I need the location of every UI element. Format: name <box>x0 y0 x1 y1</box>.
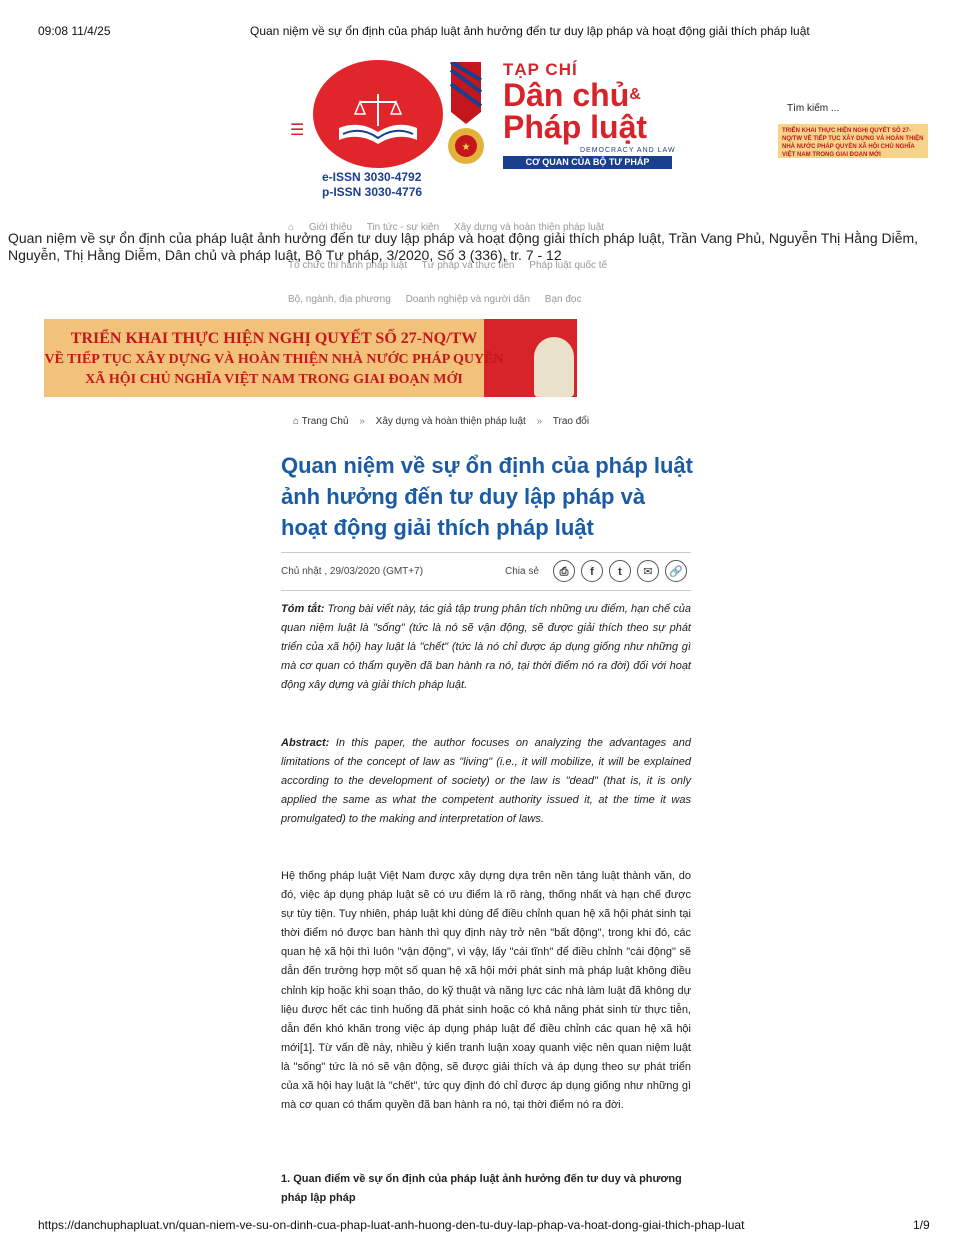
print-page-title: Quan niệm về sự ổn định của pháp luật ảnh hưởng đến tư duy lập pháp và hoạt động giải thích pháp luật <box>250 24 810 38</box>
breadcrumb-sep: » <box>359 416 365 427</box>
twitter-icon[interactable]: t <box>609 560 631 582</box>
nav-item[interactable]: Doanh nghiệp và người dân <box>405 294 531 305</box>
medal-icon <box>447 62 485 172</box>
nav-item[interactable]: Bạn đọc <box>544 294 582 305</box>
nav-item[interactable]: Bộ, ngành, địa phương <box>288 294 391 305</box>
print-url: https://danchuphapluat.vn/quan-niem-ve-su-on-dinh-cua-phap-luat-anh-huong-den-tu-duy-lap-phap-va-hoat-dong-giai-thich-phap-luat <box>38 1218 745 1232</box>
masthead-line2: Pháp luật <box>503 109 648 145</box>
masthead-line1: Dân chủ& <box>503 77 641 113</box>
article-date: Chủ nhật , 29/03/2020 (GMT+7) <box>281 566 424 577</box>
abstract: Abstract: In this paper, the author focuses on analyzing the advantages and limitations of the concept of law as "living" (i.e., it will mobilize, it will be explained according to the development of society) or the law is "dead" (that is, it is only applied the same as what the competent authority issued it, at the time it was promulgated) to the making and interpretation of laws. <box>281 737 692 826</box>
print-page-number: 1/9 <box>913 1218 930 1232</box>
print-datetime: 09:08 11/4/25 <box>38 24 111 38</box>
breadcrumb-category[interactable]: Xây dựng và hoàn thiện pháp luật <box>375 416 526 427</box>
journal-logo[interactable] <box>313 60 443 168</box>
scales-book-icon <box>335 90 421 146</box>
print-icon[interactable]: ⎙ <box>553 560 575 582</box>
nav-item[interactable]: Tổ chức thi hành pháp luật <box>288 260 407 271</box>
resolution-banner[interactable] <box>44 319 577 397</box>
nav-item[interactable]: Pháp luật quốc tế <box>529 260 608 271</box>
nav-item[interactable]: Giới thiệu <box>308 222 353 233</box>
summary: Tóm tắt: Trong bài viết này, tác giả tập trung phân tích những ưu điểm, hạn chế của quan niệm luật là "sống" (tức là nó sẽ vận động, sẽ được giải thích theo sự phát triển của xã hội) hay luật là "chết" (tức là nó chỉ được áp dụng giống như những gì mà cơ quan có thẩm quyền đã ban hành ra nó, tại thời điểm nó ra đời) đối với hoạt động xây dựng và giải thích pháp luật. <box>281 603 691 692</box>
menu-icon[interactable]: ☰ <box>290 122 305 139</box>
search-input[interactable]: Tìm kiếm ... <box>787 103 840 114</box>
eissn: e-ISSN 3030-4792 <box>322 170 422 184</box>
nav-item[interactable]: Tư pháp và thực tiễn <box>421 260 515 271</box>
svg-text:★: ★ <box>461 142 471 153</box>
masthead-subtitle: DEMOCRACY AND LAW <box>580 147 676 154</box>
nav-item[interactable]: Xây dựng và hoàn thiện pháp luật <box>453 222 605 233</box>
portrait <box>534 337 574 397</box>
nav-item[interactable]: Tin tức - sự kiện <box>366 222 440 233</box>
home-icon[interactable]: ⌂ <box>288 222 295 233</box>
citation: Quan niệm về sự ổn định của pháp luật ảnh hưởng đến tư duy lập pháp và hoạt động giải thích pháp luật, Trần Vang Phủ, Nguyễn Thị Hằng Diễm, Nguyễn, Thị Hằng Diễm, Dân chủ và pháp luật, Bộ Tư pháp, 3/2020, Số 3 (336), tr. 7 - 12 <box>8 230 919 263</box>
home-icon[interactable]: ⌂ <box>293 416 300 427</box>
breadcrumb-subcategory[interactable]: Trao đổi <box>552 416 590 427</box>
nav-row-3 <box>288 294 594 305</box>
banner-line3: XÃ HỘI CHỦ NGHĨA VIỆT NAM TRONG GIAI ĐOẠN MỚI <box>85 372 463 387</box>
divider <box>281 552 691 553</box>
share-label: Chia sẻ <box>505 566 539 577</box>
email-icon[interactable]: ✉ <box>637 560 659 582</box>
breadcrumb-home[interactable]: Trang Chủ <box>301 416 349 427</box>
facebook-icon[interactable]: f <box>581 560 603 582</box>
masthead-top: TẠP CHÍ <box>503 60 578 79</box>
divider <box>281 590 691 591</box>
masthead-bar: CƠ QUAN CỦA BỘ TƯ PHÁP <box>503 156 672 169</box>
link-icon[interactable]: 🔗 <box>665 560 687 582</box>
section-heading: 1. Quan điểm về sự ổn định của pháp luật ảnh hưởng đến tư duy và phương pháp lập pháp <box>281 1173 682 1205</box>
breadcrumb-sep: » <box>536 416 543 427</box>
banner-line1: TRIỂN KHAI THỰC HIỆN NGHỊ QUYẾT SỐ 27-NQ/TW <box>70 330 478 347</box>
article-title: Quan niệm về sự ổn định của pháp luật ảnh hưởng đến tư duy lập pháp và hoạt động giải thích pháp luật <box>281 453 693 540</box>
breadcrumb <box>293 416 589 427</box>
body-paragraph: Hệ thống pháp luật Việt Nam được xây dựng dựa trên nền tảng luật thành văn, do đó, việc áp dụng pháp luật sẽ có ưu điểm là rõ ràng, thống nhất và hạn chế được sự tùy tiện. Tuy nhiên, pháp luật khi dùng để điều chỉnh quan hệ xã hội phát sinh tại thời điểm nó được ban hành thì quy định này trở nên "bất động", trong khi đó, các quan hệ xã hội thì luôn "vận động", vì vậy, lấy "cái tĩnh" để điều chỉnh "cái động" sẽ dẫn đến trường hợp một số quan hệ xã hội mới phát sinh mà pháp luật không điều chỉnh kịp hoặc khi soạn thảo, do kỹ thuật và năng lực các nhà làm luật đã không dự liệu được hết các tình huống đã phát sinh hoặc có khả năng phát sinh từ thực tiễn, dẫn đến khó khăn trong việc áp dụng pháp luật để điều chỉnh các quan hệ xã hội mới[1]. Từ vấn đề này, nhiều ý kiến tranh luận xoay quanh việc nên quan niệm luật là "sống" tức là nó sẽ vận động, sẽ được giải thích và áp dụng theo sự phát triển của xã hội hay luật là "chết", tức quy định đó chỉ được áp dụng giống như những gì mà cơ quan có thẩm quyền đã ban hành ra nó, tại thời điểm nó ra đời. <box>281 870 691 1112</box>
banner-line2: VỀ TIẾP TỤC XÂY DỰNG VÀ HOÀN THIỆN NHÀ NƯỚC PHÁP QUYỀN <box>44 352 504 367</box>
pissn: p-ISSN 3030-4776 <box>322 185 423 199</box>
side-banner[interactable]: TRIỂN KHAI THỰC HIỆN NGHỊ QUYẾT SỐ 27-NQ/TW VỀ TIẾP TỤC XÂY DỰNG VÀ HOÀN THIỆN NHÀ NƯỚC PHÁP QUYỀN XÃ HỘI CHỦ NGHĨA VIỆT NAM TRONG GIAI ĐOẠN MỚI <box>778 124 928 158</box>
